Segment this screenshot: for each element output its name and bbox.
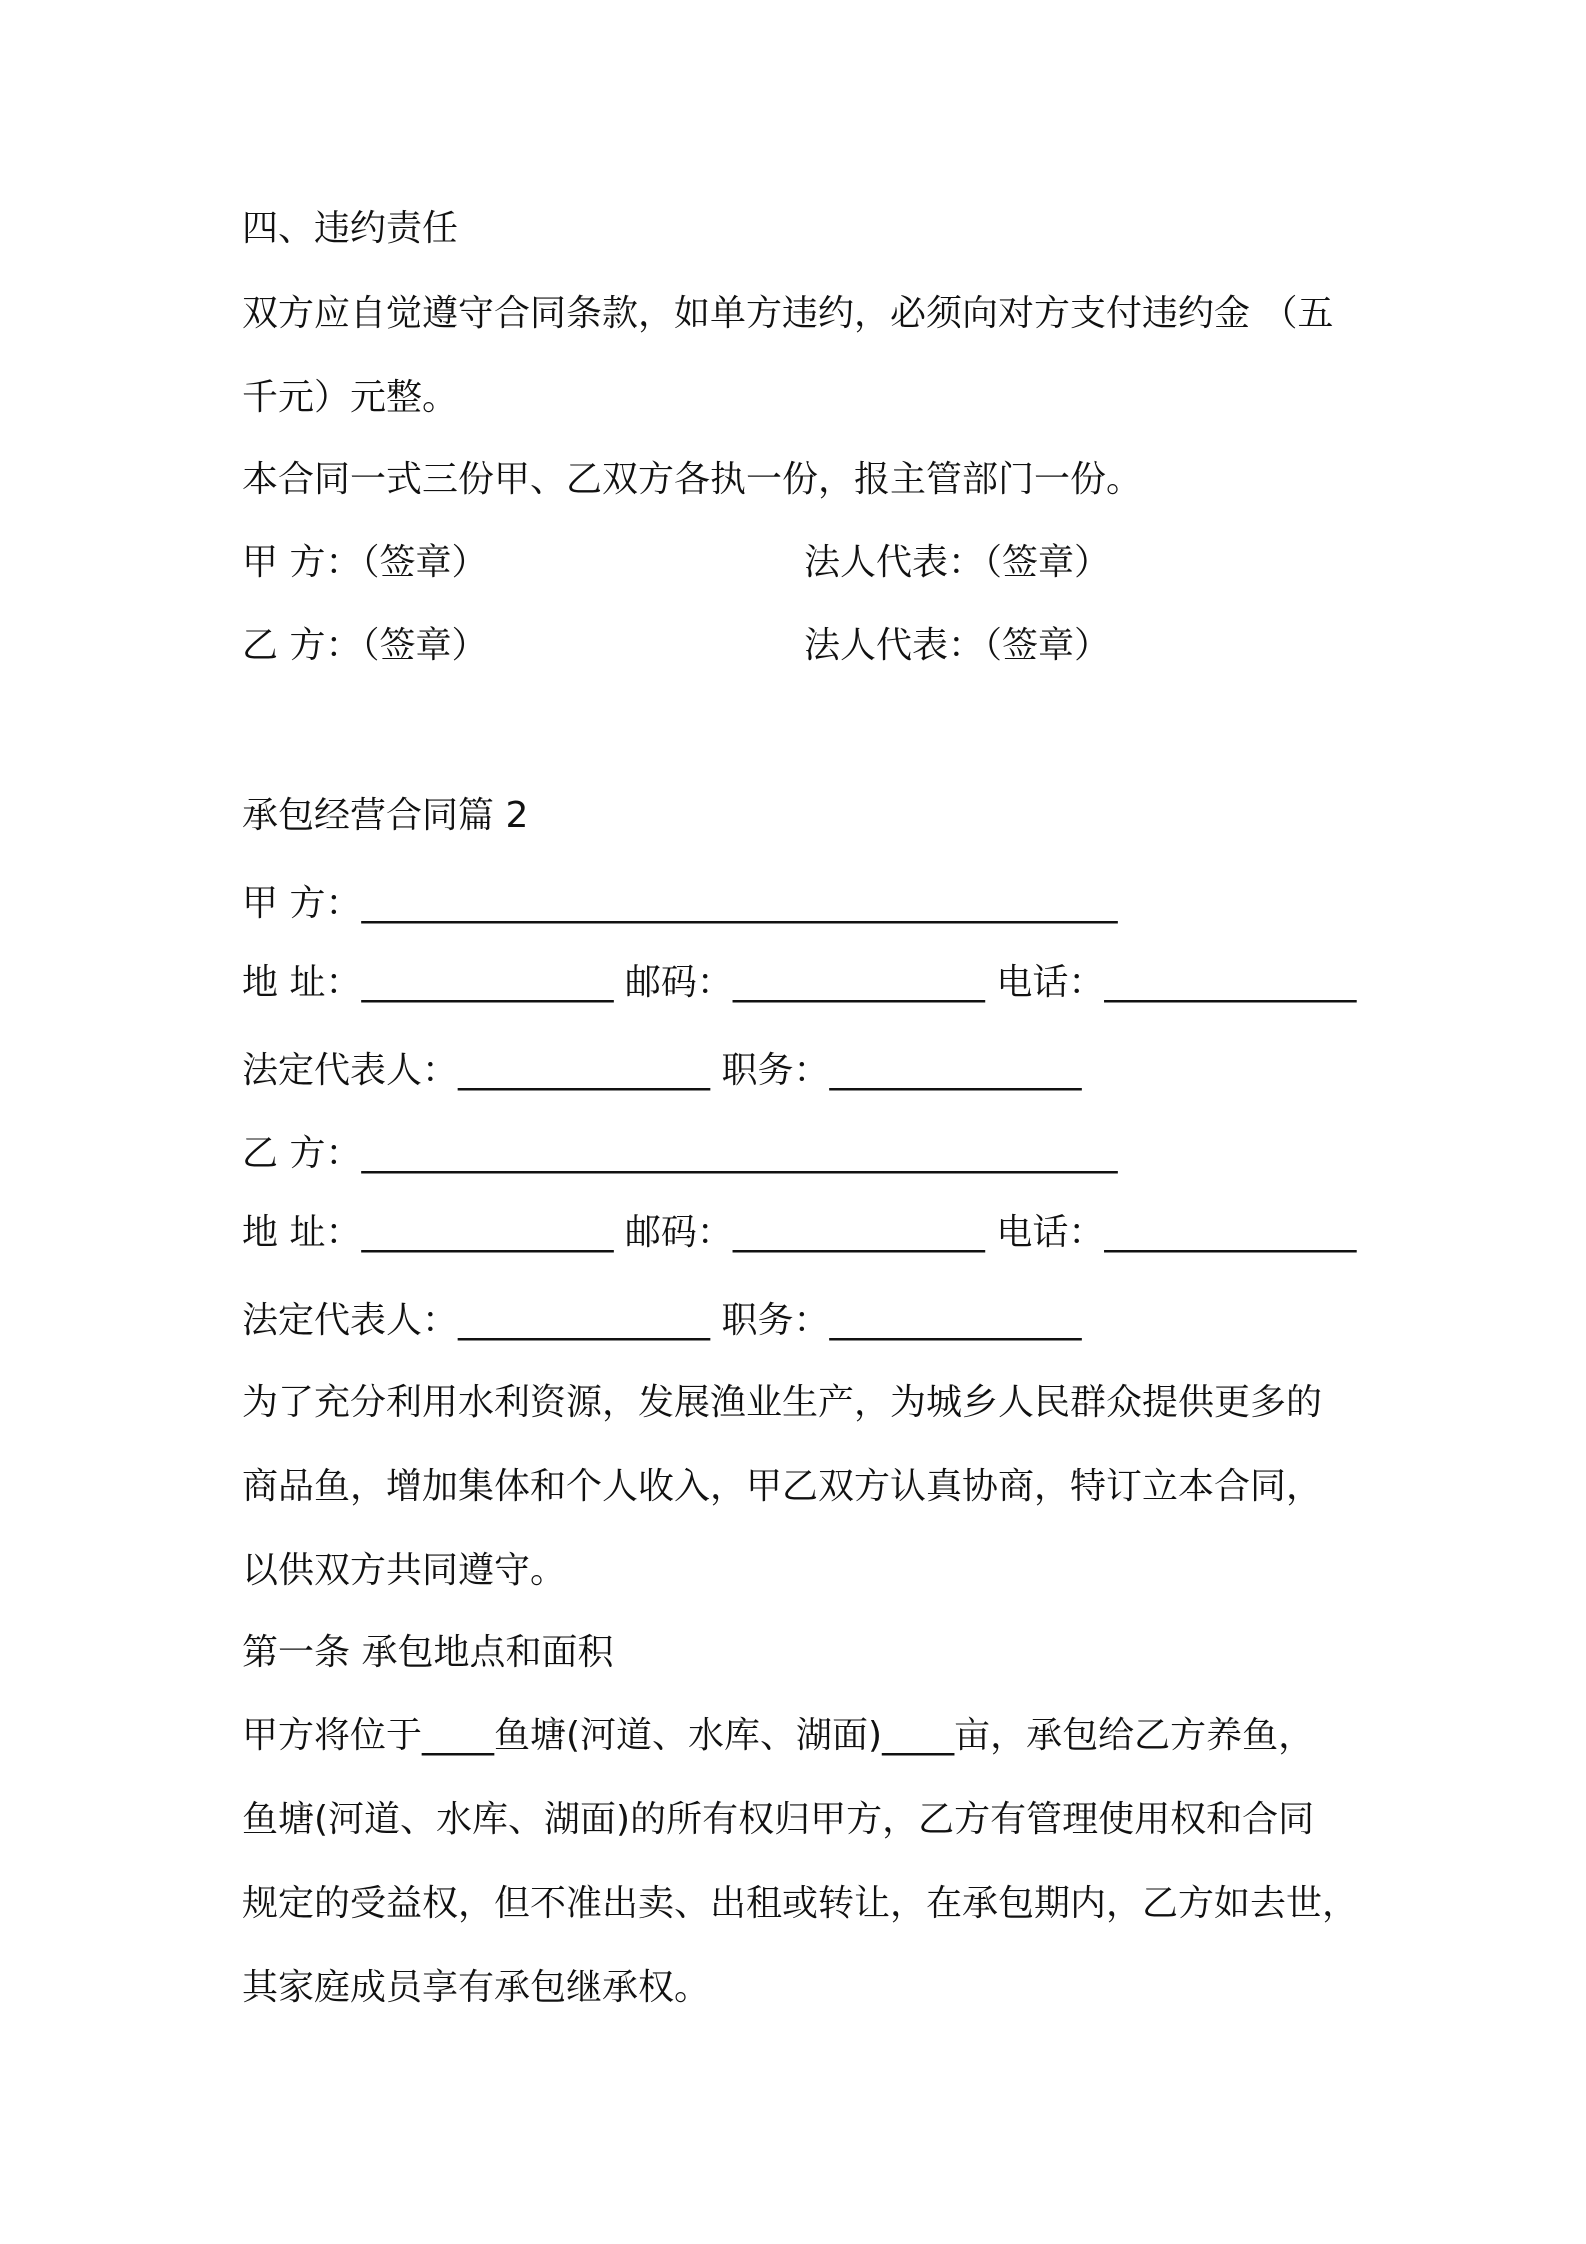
paragraph-line: 为了充分利用水利资源，发展渔业生产，为城乡人民群众提供更多的 (242, 1382, 1323, 1423)
paragraph-article1 (242, 1694, 1359, 2030)
party-b-field: 乙 方：__________________________________________ (242, 1133, 1118, 1174)
signature-party-b: 乙 方：（签章） (242, 625, 488, 666)
paragraph-line: 鱼塘(河道、水库、湖面)的所有权归甲方，乙方有管理使用权和合同 (242, 1799, 1315, 1840)
article-heading: 第一条 承包地点和面积 (242, 1632, 614, 1673)
contract-title: 承包经营合同篇 2 (242, 795, 529, 836)
paragraph-penalty (242, 272, 1352, 440)
signature-party-a: 甲 方：（签章） (242, 542, 488, 583)
party-a-field: 甲 方：__________________________________________ (242, 883, 1118, 924)
party-b-rep-fields: 法定代表人：______________ 职务：______________ (242, 1300, 1082, 1341)
party-a-contact-fields: 地 址：______________ 邮码：______________ 电话：______________ (242, 962, 1357, 1003)
signature-party-a-rep: 法人代表：（签章） (804, 542, 1111, 583)
section-heading: 四、违约责任 (242, 208, 459, 249)
signature-party-b-rep: 法人代表：（签章） (804, 625, 1111, 666)
party-b-contact-fields: 地 址：______________ 邮码：______________ 电话：______________ (242, 1212, 1357, 1253)
paragraph-line: 以供双方共同遵守。 (242, 1550, 567, 1591)
paragraph-line: 商品鱼，增加集体和个人收入，甲乙双方认真协商，特订立本合同， (242, 1466, 1323, 1507)
paragraph-line: 千元）元整。 (242, 377, 459, 418)
paragraph-line: 规定的受益权，但不准出卖、出租或转让，在承包期内，乙方如去世， (242, 1883, 1359, 1924)
paragraph-line: 双方应自觉遵守合同条款，如单方违约，必须向对方支付违约金 （五 (242, 293, 1334, 334)
paragraph-copies: 本合同一式三份甲、乙双方各执一份，报主管部门一份。 (242, 459, 1143, 500)
party-a-rep-fields: 法定代表人：______________ 职务：______________ (242, 1050, 1082, 1091)
paragraph-line: 其家庭成员享有承包继承权。 (242, 1967, 711, 2008)
paragraph-intro (242, 1361, 1352, 1613)
paragraph-line: 甲方将位于____鱼塘(河道、水库、湖面)____亩，承包给乙方养鱼， (242, 1715, 1315, 1756)
